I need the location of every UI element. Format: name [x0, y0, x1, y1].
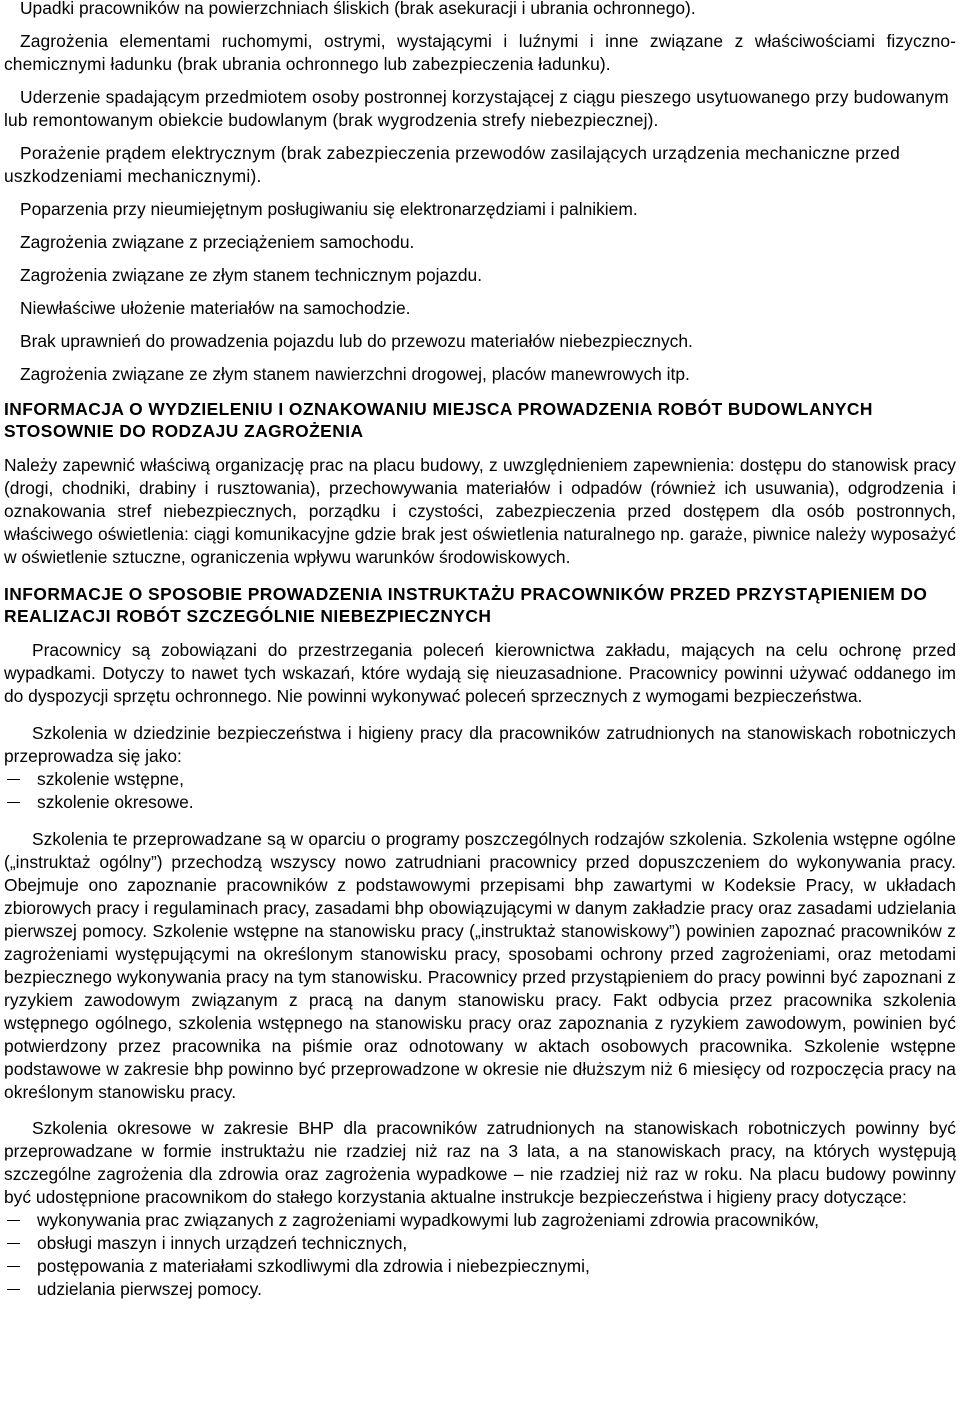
training-types-list [4, 768, 956, 814]
hazard-item-2: Zagrożenia elementami ruchomymi, ostrymi, wystającymi i luźnymi i inne związane z właściwościami fizyczno-chemicznymi ładunku (brak ubrania ochronnego lub zabezpieczenia ładunku). [4, 31, 956, 74]
hazard-item-9: Brak uprawnień do prowadzenia pojazdu lub do przewozu materiałów niebezpiecznych. [20, 331, 693, 351]
list-item: obsługi maszyn i innych urządzeń technicznych, [4, 1232, 956, 1255]
list-item: wykonywania prac związanych z zagrożeniami wypadkowymi lub zagrożeniami zdrowia pracowników, [4, 1209, 956, 1232]
dash-bullet-icon [7, 1266, 20, 1267]
section-heading-worker-training: INFORMACJE O SPOSOBIE PROWADZENIA INSTRUKTAŻU PRACOWNIKÓW PRZED PRZYSTĄPIENIEM DO REALIZACJI ROBÓT SZCZEGÓLNIE NIEBEZPIECZNYCH [4, 584, 928, 626]
list-item: postępowania z materiałami szkodliwymi dla zdrowia i niebezpiecznymi, [4, 1255, 956, 1278]
dash-bullet-icon [7, 1220, 20, 1221]
worker-obligations-paragraph: Pracownicy są zobowiązani do przestrzegania poleceń kierownictwa zakładu, mających na celu ochronę przed wypadkami. Dotyczy to nawet tych wskazań, które wydają się nieuzasadnione. Pracownicy powinni używać oddanego im do dyspozycji sprzętu ochronnego. Nie powinni wykonywać poleceń sprzecznych z wymogami bezpieczeństwa. [4, 640, 956, 706]
initial-training-paragraph: Szkolenia te przeprowadzane są w oparciu o programy poszczególnych rodzajów szkolenia. Szkolenia wstępne ogólne („instruktaż ogólny”) przechodzą wszyscy nowo zatrudniani pracownicy przed dopuszczeniem do wykonywania pracy. Obejmuje ono zapoznanie pracowników z podstawowymi przepisami bhp zawartymi w Kodeksie Pracy, w układach zbiorowych pracy i regulaminach pracy, zasadami bhp obowiązującymi w danym zakładzie pracy oraz zasadami udzielania pierwszej pomocy. Szkolenie wstępne na stanowisku pracy („instruktaż stanowiskowy”) powinien zapoznać pracowników z zagrożeniami występującymi na określonym stanowisku pracy, sposobami ochrony przed zagrożeniami, oraz metodami bezpiecznego wykonywania pracy na tym stanowisku. Pracownicy przed przystąpieniem do pracy powinni być zapoznani z ryzykiem zawodowym związanym z pracą na danym stanowisku pracy. Fakt odbycia przez pracownika szkolenia wstępnego ogólnego, szkolenia wstępnego na stanowisku pracy oraz zapoznania z ryzykiem zawodowym, powinien być potwierdzony przez pracownika na piśmie oraz odnotowany w aktach osobowych pracownika. Szkolenie wstępne podstawowe w zakresie bhp powinno być przeprowadzone w okresie nie dłuższym niż 6 miesięcy od rozpoczęcia pracy na określonym stanowisku pracy. [4, 829, 956, 1102]
dash-bullet-icon [7, 779, 20, 780]
dash-bullet-icon [7, 1289, 20, 1290]
site-organization-paragraph: Należy zapewnić właściwą organizację prac na placu budowy, z uwzględnieniem zapewnienia: dostępu do stanowisk pracy (drogi, chodniki, drabiny i rusztowania), przechowywania materiałów i odpadów (również ich usuwania), odgrodzenia i oznakowania stref niebezpiecznych, porządku i czystości, zabezpieczenia przed dostępem dla osób postronnych, właściwego oświetlenia: ciągi komunikacyjne gdzie brak jest oświetlenia naturalnego np. garaże, piwnice należy wyposażyć w oświetlenie sztuczne, ograniczenia wpływu warunków środowiskowych. [4, 455, 956, 567]
dash-bullet-icon [7, 802, 20, 803]
dash-bullet-icon [7, 1243, 20, 1244]
list-item: szkolenie wstępne, [4, 768, 956, 791]
list-item: udzielania pierwszej pomocy. [4, 1278, 956, 1301]
hazard-item-5: Poparzenia przy nieumiejętnym posługiwaniu się elektronarzędziami i palnikiem. [20, 199, 638, 219]
hazard-item-8: Niewłaściwe ułożenie materiałów na samochodzie. [20, 298, 411, 318]
hazard-item-10: Zagrożenia związane ze złym stanem nawierzchni drogowej, placów manewrowych itp. [20, 364, 690, 384]
document-page [4, 0, 956, 1301]
training-intro-paragraph: Szkolenia w dziedzinie bezpieczeństwa i higieny pracy dla pracowników zatrudnionych na stanowiskach robotniczych przeprowadza się jako: [4, 723, 956, 766]
hazard-item-6: Zagrożenia związane z przeciążeniem samochodu. [20, 232, 415, 252]
hazard-item-3: Uderzenie spadającym przedmiotem osoby postronnej korzystającej z ciągu pieszego usytuowanego przy budowanym lub remontowanym obiekcie budowlanym (brak wygrodzenia strefy niebezpiecznej). [4, 87, 949, 130]
hazard-item-4: Porażenie prądem elektrycznym (brak zabezpieczenia przewodów zasilających urządzenia mechaniczne przed uszkodzeniami mechanicznymi). [4, 143, 900, 186]
instruction-topics-list [4, 1209, 956, 1301]
hazard-item-1: Upadki pracowników na powierzchniach śliskich (brak asekuracji i ubrania ochronnego). [20, 0, 696, 18]
hazard-item-7: Zagrożenia związane ze złym stanem technicznym pojazdu. [20, 265, 483, 285]
periodic-training-paragraph: Szkolenia okresowe w zakresie BHP dla pracowników zatrudnionych na stanowiskach robotniczych powinny być przeprowadzane w formie instruktażu nie rzadziej niż raz na 3 lata, a na stanowiskach pracy, na których występują szczególne zagrożenia dla zdrowia oraz zagrożenia wypadkowe – nie rzadziej niż raz w roku. Na placu budowy powinny być udostępnione pracownikom do stałego korzystania aktualne instrukcje bezpieczeństwa i higieny pracy dotyczące: [4, 1118, 956, 1207]
section-heading-site-marking: INFORMACJA O WYDZIELENIU I OZNAKOWANIU MIEJSCA PROWADZENIA ROBÓT BUDOWLANYCH STOSOWNIE DO RODZAJU ZAGROŻENIA [4, 399, 873, 441]
list-item: szkolenie okresowe. [4, 791, 956, 814]
